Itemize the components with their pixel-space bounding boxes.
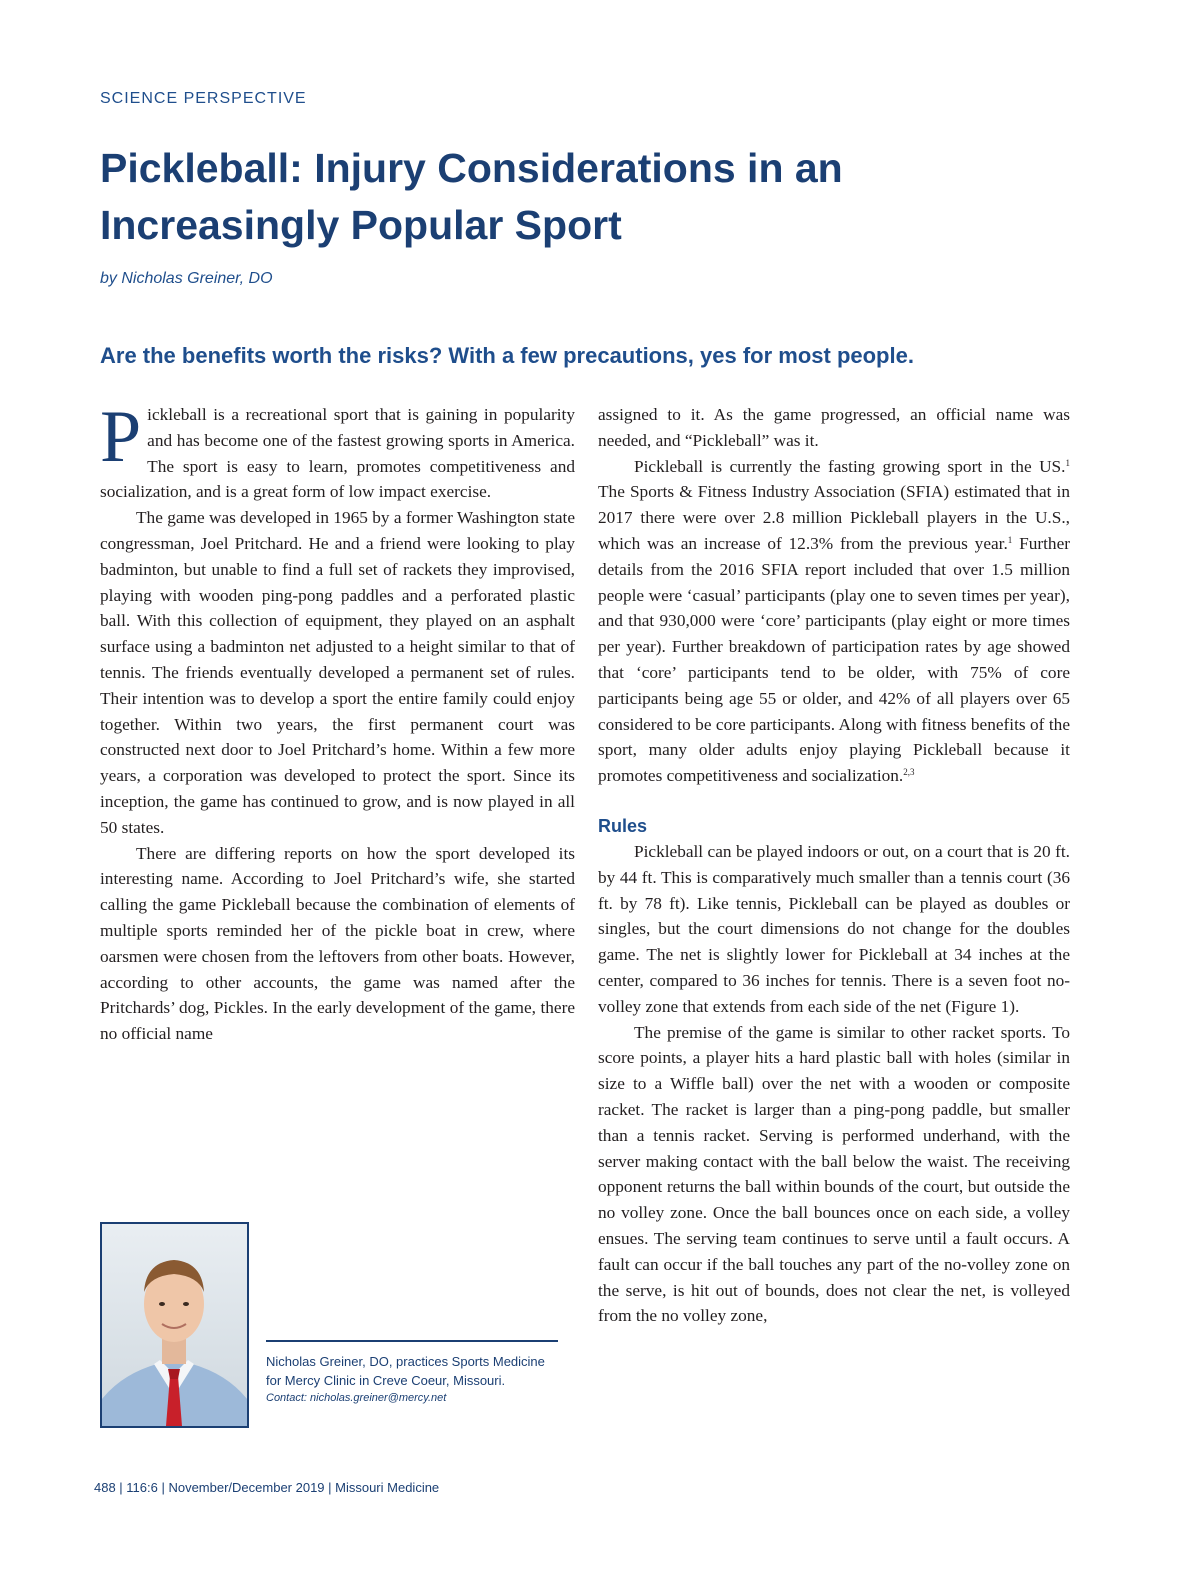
author-portrait-illustration (102, 1224, 247, 1426)
byline: by Nicholas Greiner, DO (100, 270, 273, 287)
paragraph (598, 454, 1070, 789)
paragraph-text: Pickleball is currently the fasting growing sport in the US. (634, 456, 1066, 476)
author-bio: Nicholas Greiner, DO, practices Sports Medicine for Mercy Clinic in Creve Coeur, Missouri. (266, 1354, 545, 1388)
paragraph-text: The Sports & Fitness Industry Association (SFIA) estimated that in 2017 there were over 2.8 million Pickleball players in the U.S., which was an increase of 12.3% from the previous year. (598, 482, 1070, 553)
paragraph-text: Further details from the 2016 SFIA report included that over 1.5 million people were ‘casual’ participants (play one to seven times per year), and that 930,000 were ‘core’ participants (play eight or more times per year). Further breakdown of participation rates by age showed that ‘core’ participants tend to be older, with 75% of core participants being age 55 or older, and 42% of all players over 65 considered to be core participants. Along with fitness benefits of the sport, many older adults enjoy playing Pickleball because it promotes competitiveness and socialization. (598, 533, 1070, 786)
paragraph (100, 396, 575, 505)
author-photo (100, 1222, 249, 1428)
author-bio-box (266, 1340, 558, 1404)
right-column (598, 402, 1070, 1329)
section-heading: Rules (598, 815, 648, 836)
article-subtitle: Are the benefits worth the risks? With a few precautions, yes for most people. (100, 343, 914, 368)
paragraph: There are differing reports on how the sport developed its interesting name. According to Joel Pritchard’s wife, she started calling the game Pickleball because the combination of elements of multiple sports reminded her of the pickle boat in crew, where oarsmen were chosen from the leftovers from other boats. However, according to other accounts, the game was named after the Pritchards’ dog, Pickles. In the early development of the game, there no official name (100, 843, 575, 1044)
paragraph: assigned to it. As the game progressed, an official name was needed, and “Pickleball” was it. (598, 405, 1070, 450)
paragraph: The game was developed in 1965 by a former Washington state congressman, Joel Pritchard. He and a friend were looking to play badminton, but unable to find a full set of rackets they improvised, playing with wooden ping-pong paddles and a perforated plastic ball. With this collection of equipment, they played on an asphalt surface using a badminton net adjusted to a height similar to that of tennis. The friends eventually developed a permanent set of rules. Their intention was to develop a sport the entire family could enjoy together. Within two years, the first permanent court was constructed next door to Joel Pritchard’s home. Within a few more years, a corporation was developed to protect the sport. Since its inception, the game has continued to grow, and is now played in all 50 states. (100, 508, 575, 837)
paragraph-text: ickleball is a recreational sport that is gaining in popularity and has become one of the fastest growing sports in America. The sport is easy to learn, promotes competitiveness and socialization, and is a great form of low impact exercise. (100, 405, 575, 502)
page-footer: 488 | 116:6 | November/December 2019 | Missouri Medicine (94, 1480, 440, 1495)
article-title: Pickleball: Injury Considerations in an Increasingly Popular Sport (100, 145, 843, 248)
citation: 1 (1007, 534, 1013, 545)
paragraph: Pickleball can be played indoors or out, on a court that is 20 ft. by 44 ft. This is comparatively much smaller than a tennis court (36 ft. by 78 ft). Like tennis, Pickleball can be played as doubles or singles, but the court dimensions do not change for the doubles game. The net is slightly lower for Pickleball at 34 inches at the center, compared to 36 inches for tennis. There is a seven foot no-volley zone that extends from each side of the net (Figure 1). (598, 841, 1070, 1016)
citation: 2,3 (903, 767, 915, 778)
author-contact: Contact: nicholas.greiner@mercy.net (266, 1392, 447, 1404)
left-column (100, 396, 575, 1047)
drop-cap: P (100, 396, 142, 478)
section-label: SCIENCE PERSPECTIVE (100, 90, 307, 107)
paragraph: The premise of the game is similar to other racket sports. To score points, a player hits a hard plastic ball with holes (similar in size to a Wiffle ball) over the net with a wooden or composite racket. The racket is larger than a ping-pong paddle, but smaller than a tennis racket. Serving is performed underhand, with the server making contact with the ball below the waist. The receiving opponent returns the ball within bounds of the court, but outside the no volley zone. Once the ball bounces once on each side, a volley ensues. The serving team continues to serve until a fault occurs. A fault can occur if the ball touches any part of the no-volley zone on the serve, is hit out of bounds, does not clear the net, is volleyed from the no volley zone, (598, 1022, 1070, 1326)
citation: 1 (1065, 457, 1070, 468)
